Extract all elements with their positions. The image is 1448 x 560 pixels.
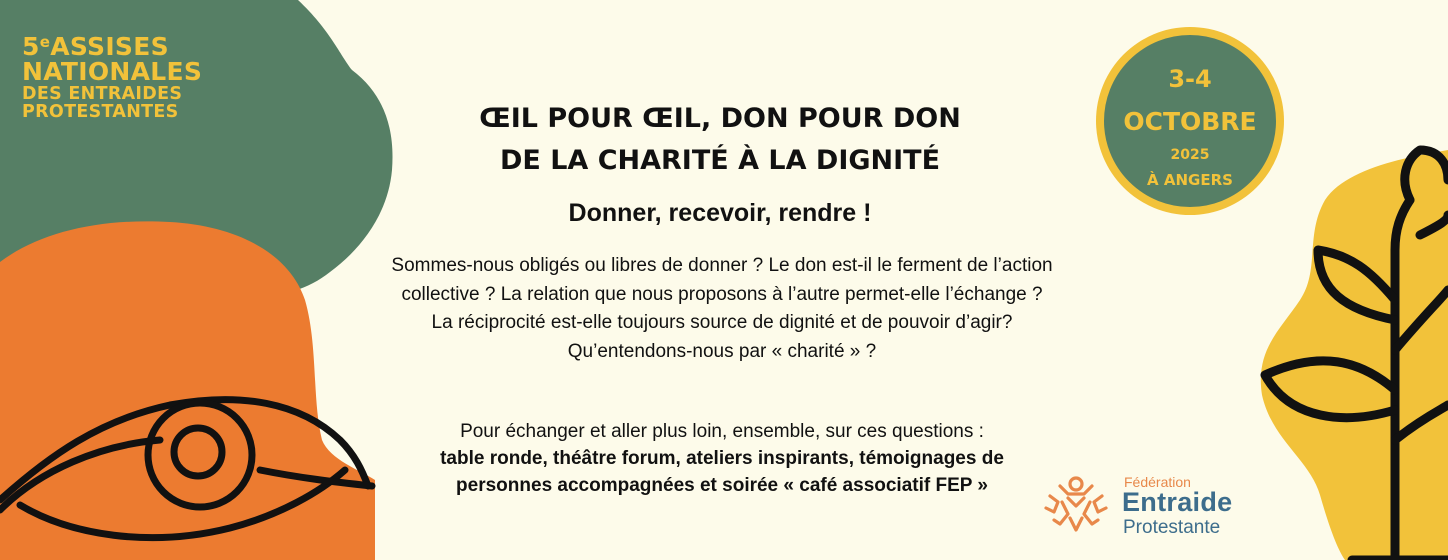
event-title	[22, 34, 222, 121]
headline-line2: DE LA CHARITÉ À LA DIGNITÉ	[499, 145, 941, 176]
badge-year: 2025	[1170, 147, 1210, 163]
people-circle-icon	[1040, 472, 1112, 538]
event-title-line1: 5eASSISES	[22, 32, 169, 61]
body-paragraph	[322, 252, 1122, 366]
badge-days: 3-4	[1168, 65, 1212, 93]
date-badge-inner	[1102, 33, 1278, 209]
subheadline: Donner, recevoir, rendre !	[568, 199, 872, 227]
call-intro: Pour échanger et aller plus loin, ensemble, sur ces questions :	[460, 421, 984, 442]
logo-main: Entraide	[1122, 487, 1233, 517]
event-title-line4: PROTESTANTES	[22, 101, 179, 122]
call-program-line2: personnes accompagnées et soirée « café associatif FEP »	[456, 475, 988, 496]
headline	[430, 98, 1010, 182]
logo-sub: Protestante	[1123, 517, 1221, 538]
yellow-blob	[1261, 150, 1448, 560]
headline-line1: ŒIL POUR ŒIL, DON POUR DON	[479, 103, 961, 134]
call-program-line1: table ronde, théâtre forum, ateliers inspirants, témoignages de	[440, 448, 1004, 469]
event-title-line3: DES ENTRAIDES	[22, 84, 183, 104]
body-line: Sommes-nous obligés ou libres de donner ? Le don est-il le ferment de l’action	[391, 255, 1053, 276]
fep-logo	[1040, 470, 1270, 540]
call-to-action	[322, 418, 1122, 499]
event-title-line2: NATIONALES	[22, 57, 203, 86]
body-line: La réciprocité est-elle toujours source de dignité et de pouvoir d’agir?	[431, 312, 1013, 333]
date-badge	[1096, 27, 1284, 215]
logo-prefix: Fédération	[1124, 474, 1191, 490]
body-line: Qu’entendons-nous par « charité » ?	[567, 340, 877, 362]
body-line: collective ? La relation que nous proposons à l’autre permet-elle l’échange ?	[401, 283, 1043, 305]
badge-city: À ANGERS	[1147, 171, 1233, 189]
badge-month: OCTOBRE	[1123, 107, 1257, 136]
